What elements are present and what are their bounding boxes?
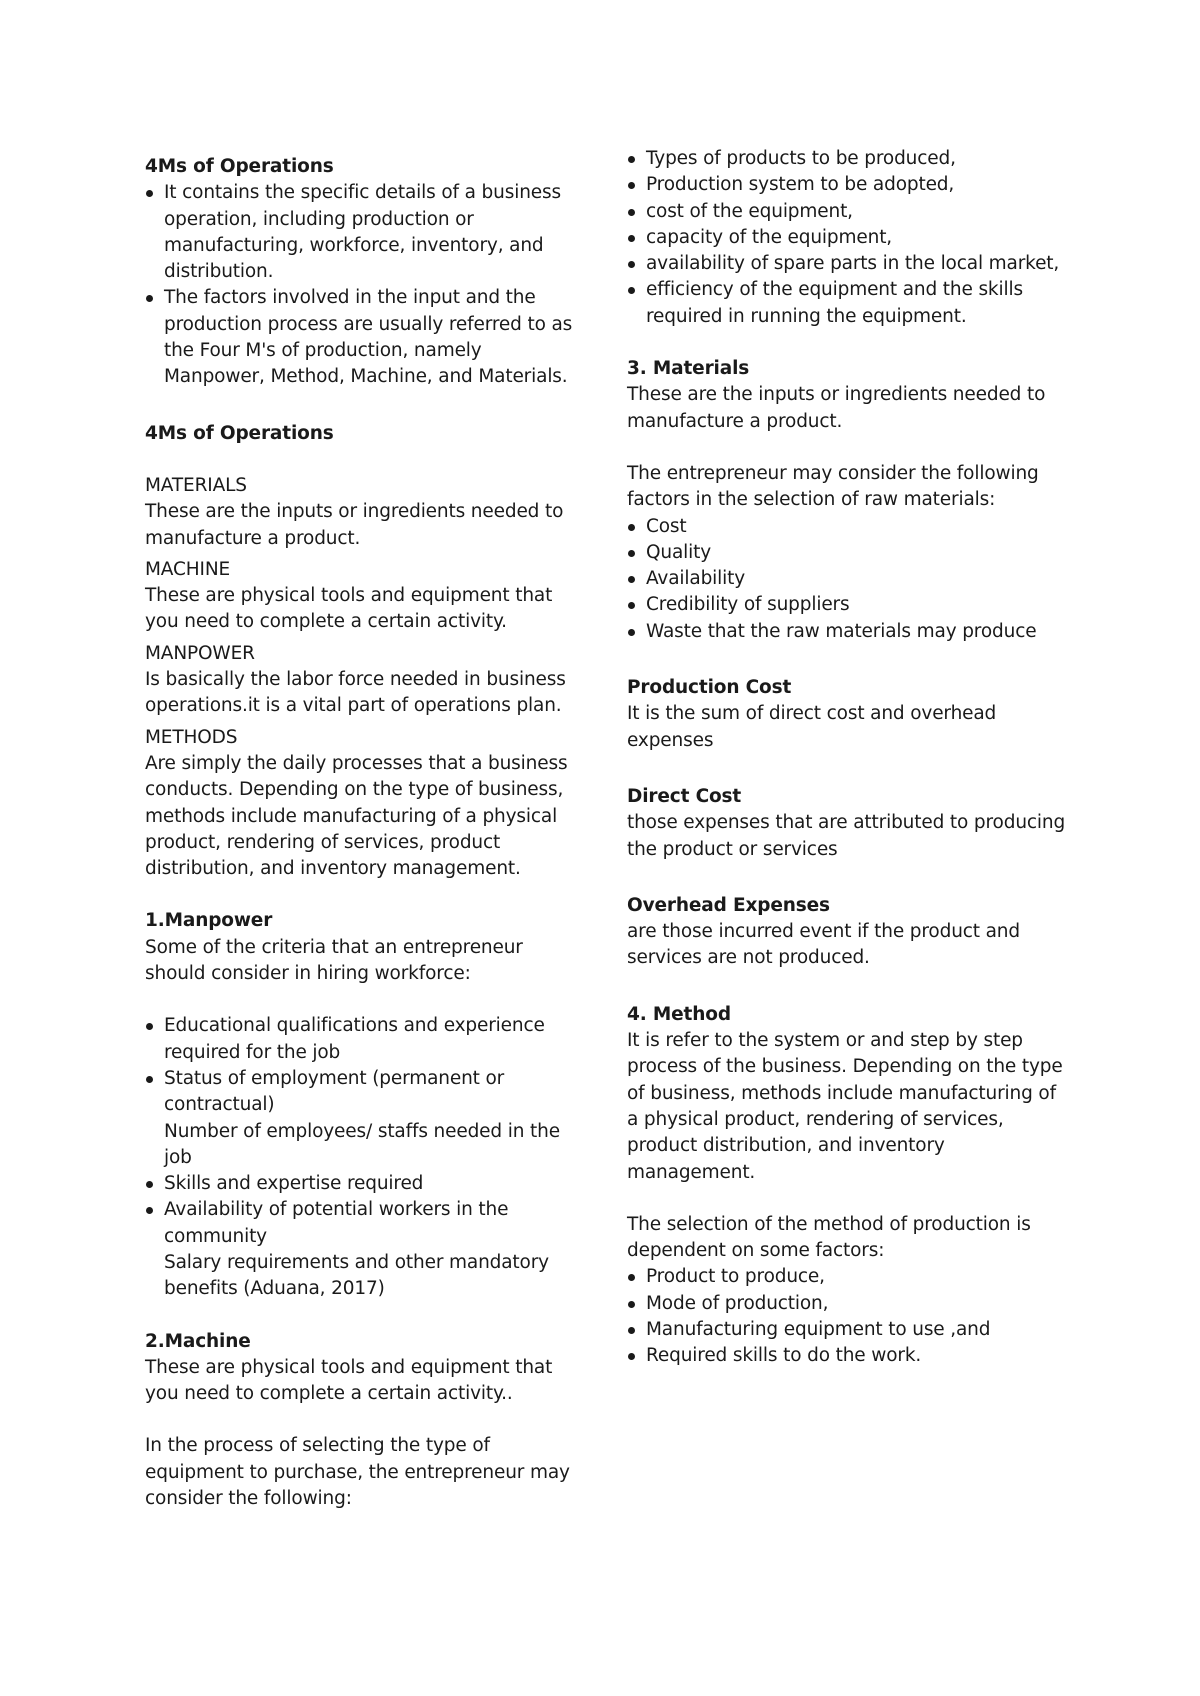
bullet-icon — [146, 1076, 153, 1083]
bullet-icon — [628, 1327, 635, 1334]
intro-bullet-list — [145, 180, 585, 390]
list-item: Mode of production, — [627, 1291, 1067, 1317]
manpower-criteria-list-2 — [145, 1171, 585, 1250]
production-cost-text: It is the sum of direct cost and overhead expenses — [627, 703, 997, 751]
section-title-overhead-expenses: Overhead Expenses — [627, 894, 830, 916]
manpower-text: Is basically the labor force needed in business operations.it is a vital part of operations plan. — [145, 669, 566, 717]
machine-section-text: These are physical tools and equipment that you need to complete a certain activity.. — [145, 1356, 553, 1405]
list-item: efficiency of the equipment and the skills required in running the equipment. — [627, 277, 1067, 330]
section-title-direct-cost: Direct Cost — [627, 785, 742, 807]
bullet-icon — [628, 261, 635, 268]
section-title-machine: 2.Machine — [145, 1330, 251, 1352]
direct-cost-text: those expenses that are attributed to producing the product or services — [627, 812, 1066, 860]
section-title-4ms: 4Ms of Operations — [145, 156, 334, 177]
list-item: Availability — [627, 566, 1067, 592]
list-item: Skills and expertise required — [145, 1171, 585, 1197]
left-column — [145, 154, 585, 1512]
bullet-icon — [146, 1181, 153, 1188]
section-title-4ms-second: 4Ms of Operations — [145, 422, 334, 444]
manpower-heading: MANPOWER — [145, 642, 255, 664]
list-item: Waste that the raw materials may produce — [627, 619, 1067, 645]
list-item: Product to produce, — [627, 1264, 1067, 1290]
bullet-icon — [628, 287, 635, 294]
method-selection-text: The selection of the method of production is dependent on some factors: — [627, 1213, 1031, 1262]
bullet-icon — [628, 209, 635, 216]
bullet-icon — [628, 156, 635, 163]
list-item: The factors involved in the input and the production process are usually referred to as the Four M's of production, namely Manpower, Method, Machine, and Materials. — [145, 285, 585, 390]
overhead-expenses-text: are those incurred event if the product and services are not produced. — [627, 921, 1020, 969]
list-item: Production system to be adopted, — [627, 172, 1067, 198]
section-title-method: 4. Method — [627, 1003, 731, 1025]
materials-selection-text: The entrepreneur may consider the following factors in the selection of raw materials: — [627, 462, 1039, 511]
bullet-icon — [146, 1023, 153, 1030]
machine-selection-text: In the process of selecting the type of equipment to purchase, the entrepreneur may consider the following: — [145, 1435, 570, 1510]
list-item: Manufacturing equipment to use ,and — [627, 1317, 1067, 1343]
bullet-icon — [146, 190, 153, 197]
bullet-icon — [628, 576, 635, 583]
section-title-production-cost: Production Cost — [627, 677, 792, 699]
list-item: Educational qualifications and experience required for the job — [145, 1013, 585, 1066]
list-item: Availability of potential workers in the community — [145, 1197, 585, 1250]
materials-factors-list — [627, 514, 1067, 645]
machine-text: These are physical tools and equipment that you need to complete a certain activity. — [145, 585, 553, 633]
list-item: Types of products to be produced, — [627, 146, 1067, 172]
bullet-icon — [628, 235, 635, 242]
bullet-icon — [146, 295, 153, 302]
right-column — [627, 146, 1067, 1370]
materials-text: These are the inputs or ingredients needed to manufacture a product. — [145, 501, 564, 549]
bullet-icon — [628, 182, 635, 189]
list-item: Credibility of suppliers — [627, 592, 1067, 618]
manpower-criteria-list — [145, 1013, 585, 1118]
list-item: Status of employment (permanent or contractual) — [145, 1066, 585, 1119]
bullet-icon — [628, 1274, 635, 1281]
list-item: It contains the specific details of a business operation, including production or manufacturing, workforce, inventory, and distribution. — [145, 180, 585, 285]
bullet-icon — [628, 1301, 635, 1308]
section-title-manpower: 1.Manpower — [145, 910, 273, 932]
list-item: capacity of the equipment, — [627, 225, 1067, 251]
machine-heading: MACHINE — [145, 558, 231, 580]
bullet-icon — [628, 629, 635, 636]
machine-factors-list — [627, 146, 1067, 330]
methods-heading: METHODS — [145, 726, 238, 748]
manpower-intro-text: Some of the criteria that an entrepreneur should consider in hiring workforce: — [145, 936, 523, 985]
methods-text: Are simply the daily processes that a business conducts. Depending on the type of business, methods include manufacturing of a physical product, rendering of services, product distribution, and inventory management. — [145, 752, 568, 880]
list-continuation: Number of employees/ staffs needed in the job — [164, 1120, 560, 1168]
list-item: Quality — [627, 540, 1067, 566]
list-item: availability of spare parts in the local market, — [627, 251, 1067, 277]
method-factors-list — [627, 1264, 1067, 1369]
materials-heading: MATERIALS — [145, 474, 247, 496]
list-continuation: Salary requirements and other mandatory benefits (Aduana, 2017) — [164, 1251, 549, 1300]
bullet-icon — [146, 1207, 153, 1214]
list-item: cost of the equipment, — [627, 199, 1067, 225]
list-item: Cost — [627, 514, 1067, 540]
list-item: Required skills to do the work. — [627, 1343, 1067, 1369]
section-title-materials: 3. Materials — [627, 358, 750, 380]
method-section-text: It is refer to the system or and step by step process of the business. Depending on the type of business, methods include manufacturing of a physical product, rendering of services, product distribution, and inventory management. — [627, 1030, 1063, 1183]
bullet-icon — [628, 1353, 635, 1360]
materials-section-text: These are the inputs or ingredients needed to manufacture a product. — [627, 384, 1046, 432]
bullet-icon — [628, 602, 635, 609]
bullet-icon — [628, 524, 635, 531]
bullet-icon — [628, 550, 635, 557]
